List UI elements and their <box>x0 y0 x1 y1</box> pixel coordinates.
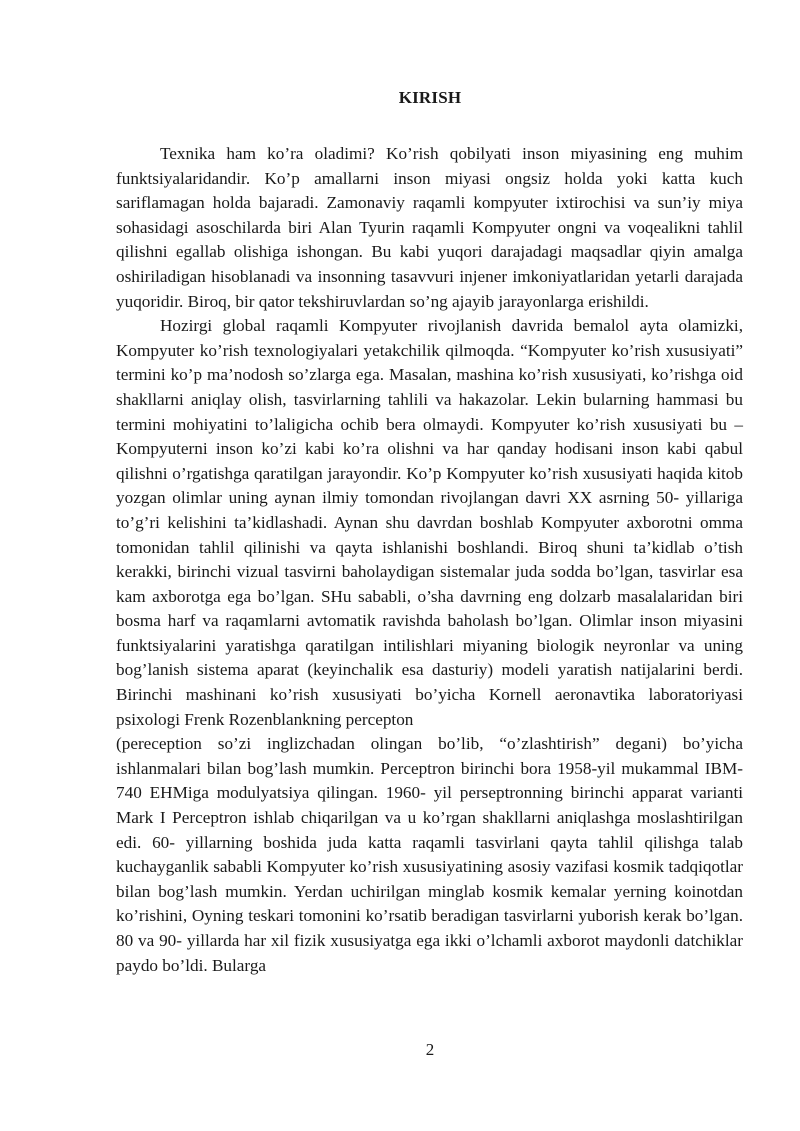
paragraph-computer-vision: Hozirgi global raqamli Kompyuter rivojlanish davrida bemalol ayta olamizki, Kompyuter ko’rish texnologiyalari yetakchilik qilmoqda. “Kompyuter ko’rish xususiyati” termini ko’p ma’nodosh so’zlarga ega. Masalan, mashina ko’rish xususiyati, ko’rishga oid shakllarni aniqlay olish, tasvirlarning tahlili va hakazolar. Lekin bularning hammasi bu termini mohiyatini to’laligicha ochib bera olmaydi. Kompyuter ko’rish xususiyati bu – Kompyuterni inson ko’zi kabi ko’ra olishni va har qanday hodisani inson kabi qabul qilishni o’rgatishga qaratilgan jarayondir. Ko’p Kompyuter ko’rish xususiyati haqida kitob yozgan olimlar uning aynan ilmiy tomondan rivojlangan davri XX asrning 50- yillariga to’g’ri kelishini ta’kidlashadi. Aynan shu davrdan boshlab Kompyuter axborotni omma tomonidan tahlil qilinishi va qayta ishlanishi boshlandi. Biroq shuni ta’kidlab o’tish kerakki, birinchi vizual tasvirni baholaydigan sistemalar juda sodda bo’lgan, tasvirlar esa kam axborotga ega bo’lgan. SHu sababli, o’sha davrning eng dolzarb masalalaridan biri bosma harf va raqamlarni avtomatik ravishda baholash bo’lgan. Olimlar inson miyasini funktsiyalarini yaratishga qaratilgan intilishlari miyaning biologik neyronlar va uning bog’lanish sistema aparat (keyinchalik esa dasturiy) modeli yaratish natijalarini berdi. Birinchi mashinani ko’rish xususiyati bo’yicha Kornell aeronavtika laboratoriyasi psixologi Frenk Rozenblankning percepton <box>116 316 743 729</box>
paragraph-perceptron-continuation: (pereception so’zi inglizchadan olingan bo’lib, “o’zlashtirish” degani) bo’yicha ishlanmalari bilan bog’lash mumkin. Perceptron birinchi bora 1958-yil mukammal IBM-740 EHMiga modulyatsiya qilingan. 1960- yil perseptronning birinchi apparat varianti Mark I Perceptron ishlab chiqarilgan va u ko’rgan shakllarni aniqlashga moslashtirilgan edi. 60- yillarning boshida juda katta raqamli tasvirlani qayta tahlil qilishga talab kuchayganlik sababli Kompyuter ko’rish xususiyatining asosiy vazifasi kosmik tadqiqotlar bilan bog’lash mumkin. Yerdan uchirilgan minglab kosmik kemalar yerning koinotdan ko’rishini, Oyning teskari tomonini ko’rsatib beradigan tasvirlarni yuborish kerak bo’lgan. 80 va 90- yillarda har xil fizik xususiyatga ega ikki o’lchamli axborot maydonli datchiklar paydo bo’ldi. Bularga <box>116 734 743 975</box>
paragraph-intro: Texnika ham ko’ra oladimi? Ko’rish qobilyati inson miyasining eng muhim funktsiyalaridandir. Ko’p amallarni inson miyasi ongsiz holda yoki katta kuch sariflamagan holda bajaradi. Zamonaviy raqamli kompyuter ixtirochisi va sun’iy miya sohasidagi asoschilarda biri Alan Tyurin raqamli Kompyuter ongni va voqealikni tahlil qilishni egallab olishiga ishongan. Bu kabi yuqori darajadagi maqsadlar qiyin amalga oshiriladigan hisoblanadi va insonning tasavvuri injener imkoniyatlaridan yetarli darajada yuqoridir. Biroq, bir qator tekshiruvlardan so’ng ajayib jarayonlarga erishildi. <box>116 144 743 311</box>
body-text <box>116 142 743 978</box>
page-number: 2 <box>425 1040 435 1059</box>
page-title: KIRISH <box>398 88 462 107</box>
